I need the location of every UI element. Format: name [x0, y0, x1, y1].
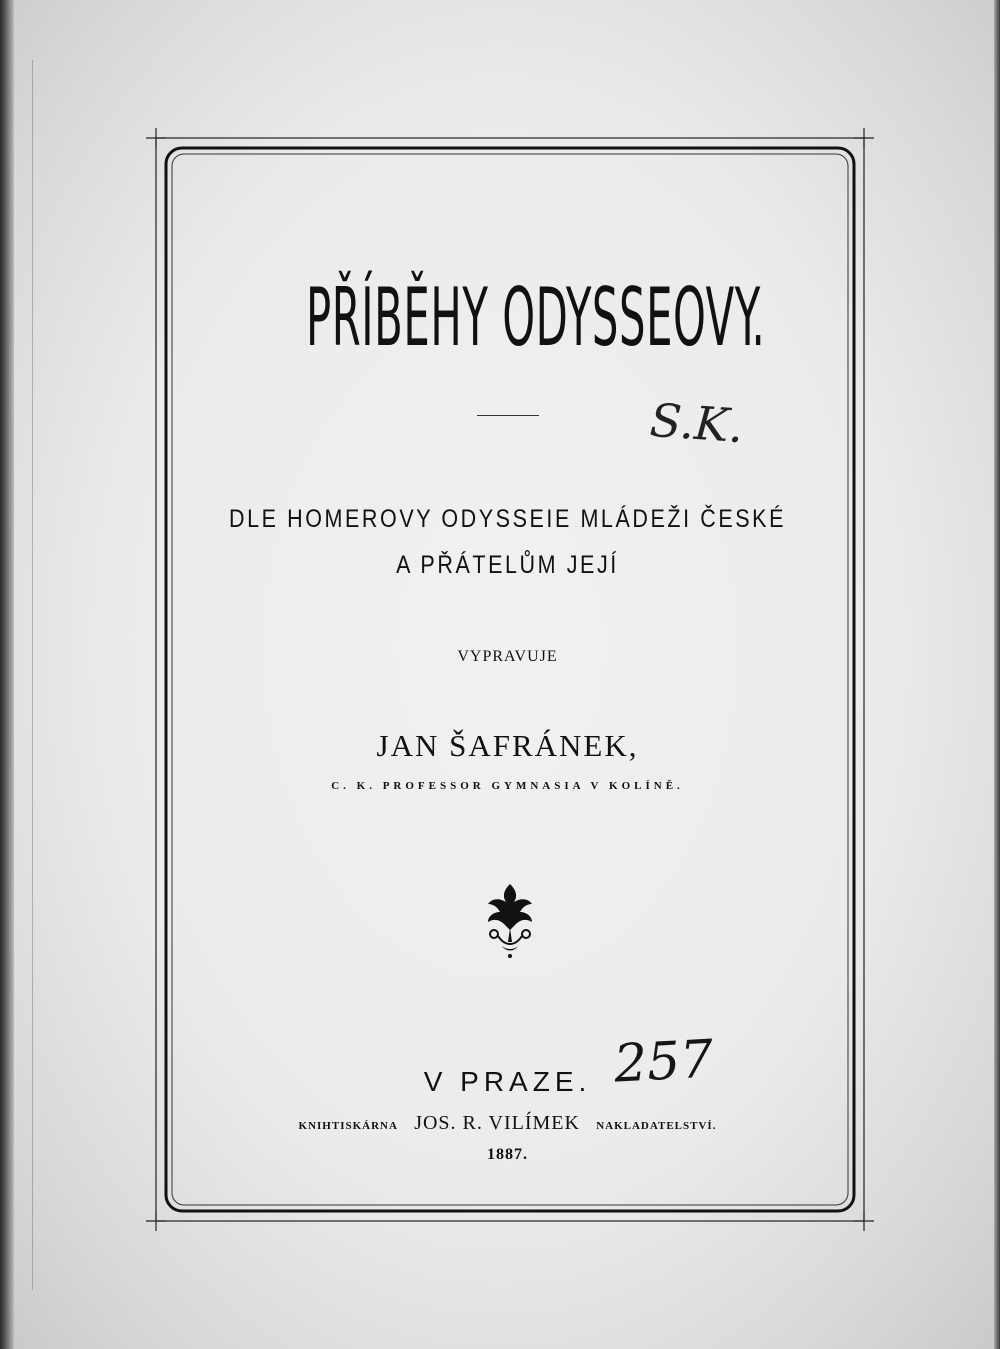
subtitle-line-1: DLE HOMEROVY ODYSSEIE MLÁDEŽI ČESKÉ	[228, 505, 787, 533]
printer-name: JOS. R. VILÍMEK	[414, 1112, 580, 1134]
printer-label: KNIHTISKÁRNA	[298, 1120, 398, 1132]
publisher-label: NAKLADATELSTVÍ.	[596, 1120, 717, 1132]
subtitle	[209, 496, 807, 588]
fleuron-icon	[478, 880, 542, 960]
author-role: C. K. PROFESSOR GYMNASIA V KOLÍNĚ.	[331, 780, 684, 792]
publication-year: 1887.	[487, 1146, 528, 1163]
book-title: PŘÍBĚHY ODYSSEOVY.	[305, 271, 766, 364]
printer-line	[160, 1112, 855, 1135]
handwritten-initials: S.K.	[648, 392, 746, 454]
handwritten-shelf-number: 257	[612, 1029, 715, 1095]
publication-place: V PRAZE.	[423, 1066, 592, 1097]
narrated-by-label: VYPRAVUJE	[457, 648, 558, 665]
subtitle-line-2: A PŘÁTELŮM JEJÍ	[396, 551, 619, 579]
author-name: JAN ŠAFRÁNEK,	[376, 728, 639, 763]
title-divider	[477, 415, 539, 416]
